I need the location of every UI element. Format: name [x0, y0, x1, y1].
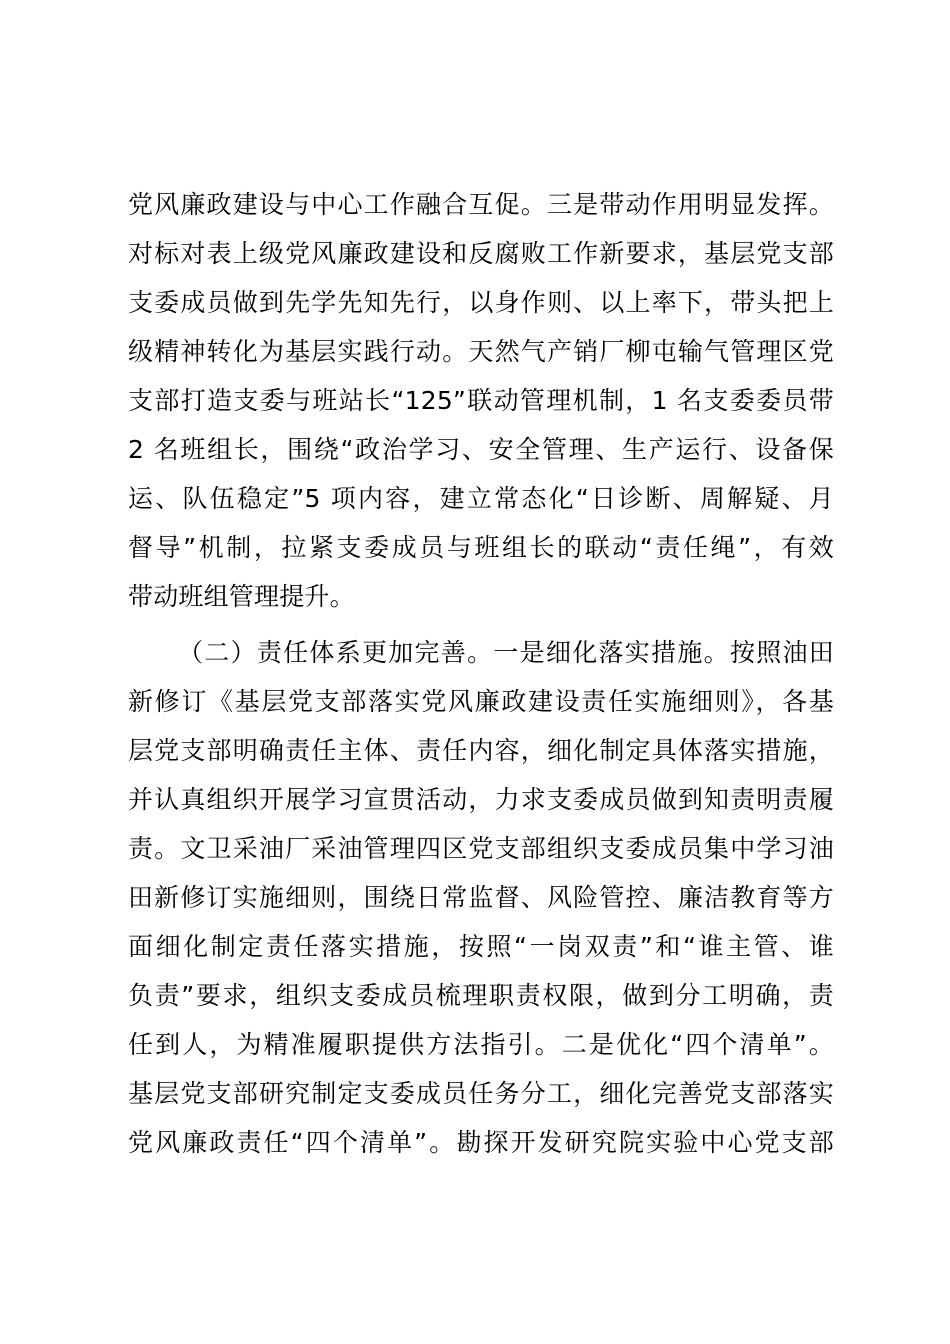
- text-line-12: 层党支部明确责任主体、责任内容，细化制定具体落实措施，: [128, 736, 834, 765]
- text-line-2: 对标对表上级党风廉政建设和反腐败工作新要求，基层党支部: [128, 239, 834, 268]
- text-line-16: 面细化制定责任落实措施，按照“一岗双责”和“谁主管、谁: [128, 932, 834, 961]
- text-line-3: 支委成员做到先学先知先行，以身作则、以上率下，带头把上: [128, 288, 834, 317]
- section-heading-line: （二）责任体系更加完善。一是细化落实措施。按照油田: [178, 638, 834, 667]
- text-line-20: 党风廉政责任“四个清单”。勘探开发研究院实验中心党支部: [128, 1128, 834, 1157]
- text-line-14: 责。文卫采油厂采油管理四区党支部组织支委成员集中学习油: [128, 834, 834, 863]
- text-line-8: 督导”机制，拉紧支委成员与班组长的联动“责任绳”，有效: [128, 533, 834, 562]
- text-line-11: 新修订《基层党支部落实党风廉政建设责任实施细则》，各基: [128, 687, 834, 716]
- text-line-7: 运、队伍稳定”5 项内容，建立常态化“日诊断、周解疑、月: [128, 484, 834, 513]
- text-line-5: 支部打造支委与班站长“125”联动管理机制，1 名支委委员带: [128, 386, 834, 415]
- text-line-18: 任到人，为精准履职提供方法指引。二是优化“四个清单”。: [128, 1030, 834, 1059]
- text-line-15: 田新修订实施细则，围绕日常监督、风险管控、廉洁教育等方: [128, 883, 834, 912]
- text-line-1: 党风廉政建设与中心工作融合互促。三是带动作用明显发挥。: [128, 190, 834, 219]
- text-line-6: 2 名班组长，围绕“政治学习、安全管理、生产运行、设备保: [128, 435, 834, 464]
- text-line-17: 负责”要求，组织支委成员梳理职责权限，做到分工明确，责: [128, 981, 834, 1010]
- text-line-9: 带动班组管理提升。: [128, 582, 355, 611]
- text-line-19: 基层党支部研究制定支委成员任务分工，细化完善党支部落实: [128, 1079, 834, 1108]
- text-line-13: 并认真组织开展学习宣贯活动，力求支委成员做到知责明责履: [128, 785, 834, 814]
- text-line-4: 级精神转化为基层实践行动。天然气产销厂柳屯输气管理区党: [128, 337, 834, 366]
